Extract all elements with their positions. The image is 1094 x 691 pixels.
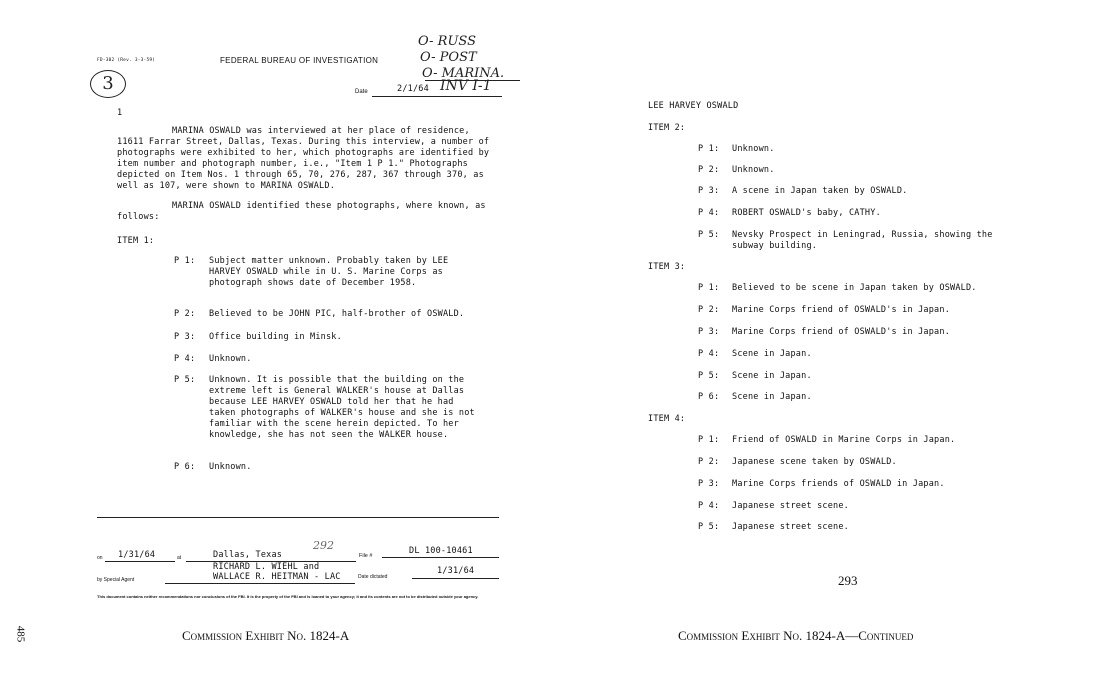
- entry-text: Subject matter unknown. Probably taken by LEE HARVEY OSWALD while in U. S. Marine Corps as photograph shows date of December 1958.: [209, 256, 449, 288]
- agent-label: by Special Agent: [97, 577, 135, 583]
- right-page-number: 293: [838, 573, 858, 588]
- entry-text: Unknown.: [732, 165, 775, 175]
- entry-text: A scene in Japan taken by OSWALD.: [732, 186, 908, 196]
- entry-text: Scene in Japan.: [732, 349, 812, 359]
- entry-label: P 3:: [698, 186, 720, 196]
- handwritten-inv: INV I-1: [440, 78, 492, 94]
- dictated-value: 1/31/64: [437, 566, 475, 576]
- circled-number: 3: [102, 73, 114, 94]
- entry-text: Office building in Minsk.: [209, 332, 342, 342]
- agency-header: FEDERAL BUREAU OF INVESTIGATION: [220, 56, 379, 65]
- entry-label: P 6:: [698, 392, 720, 402]
- footer-rule: [97, 517, 499, 518]
- item-2-heading: ITEM 2:: [648, 123, 686, 133]
- agent-name: WALLACE R. HEITMAN - LAC: [213, 572, 341, 582]
- entry-text: Nevsky Prospect in Leningrad, Russia, showing the subway building.: [732, 230, 993, 251]
- agent-underline: [165, 583, 355, 584]
- entry-text: Japanese street scene.: [732, 501, 849, 511]
- agent-name: RICHARD L. WIEHL and: [213, 562, 320, 572]
- entry-label: P 1:: [698, 283, 720, 293]
- file-underline: [382, 557, 499, 558]
- entry-label: P 5:: [174, 375, 196, 385]
- entry-label: P 5:: [698, 371, 720, 381]
- item-4-heading: ITEM 4:: [648, 414, 686, 424]
- entry-label: P 5:: [698, 522, 720, 532]
- entry-label: P 2:: [698, 457, 720, 467]
- page-marker: 1: [117, 108, 123, 118]
- handwritten-note-1: O- RUSS: [418, 34, 476, 49]
- right-page-header: LEE HARVEY OSWALD: [648, 101, 739, 111]
- entry-text: Unknown.: [732, 144, 775, 154]
- entry-label: P 1:: [174, 256, 196, 266]
- file-label: File #: [359, 553, 373, 559]
- entry-label: P 4:: [698, 501, 720, 511]
- item-3-heading: ITEM 3:: [648, 262, 686, 272]
- at-label: at: [177, 555, 182, 561]
- dictated-underline: [412, 578, 499, 579]
- exhibit-caption-left: Commission Exhibit No. 1824-A: [182, 628, 350, 643]
- circled-number-mark: [90, 70, 126, 98]
- item-1-heading: ITEM 1:: [117, 236, 155, 246]
- dictated-label: Date dictated: [358, 574, 388, 580]
- on-underline: [105, 561, 175, 562]
- entry-label: P 5:: [698, 230, 720, 240]
- entry-text: Unknown.: [209, 462, 252, 472]
- entry-text: Believed to be scene in Japan taken by OSWALD.: [732, 283, 977, 293]
- entry-text: Japanese scene taken by OSWALD.: [732, 457, 897, 467]
- entry-label: P 1:: [698, 144, 720, 154]
- entry-label: P 3:: [698, 327, 720, 337]
- entry-label: P 4:: [698, 349, 720, 359]
- entry-label: P 6:: [174, 462, 196, 472]
- entry-label: P 3:: [698, 479, 720, 489]
- on-label: on: [97, 555, 103, 561]
- handwritten-note-3: O- MARINA.: [422, 66, 505, 81]
- entry-label: P 2:: [698, 165, 720, 175]
- entry-text: Unknown. It is possible that the building on the extreme left is General WALKER's house at Dallas because LEE HARVEY OSWALD told her that he had taken photographs of WALKER's house and she is not familiar with the scene herein depicted. To her knowledge, she has not seen the WALKER house.: [209, 375, 475, 440]
- margin-page-number: 485: [14, 625, 27, 643]
- entry-label: P 4:: [698, 208, 720, 218]
- entry-text: Marine Corps friends of OSWALD in Japan.: [732, 479, 945, 489]
- entry-text: Scene in Japan.: [732, 371, 812, 381]
- entry-text: Scene in Japan.: [732, 392, 812, 402]
- entry-label: P 2:: [174, 309, 196, 319]
- intro-paragraph: MARINA OSWALD was interviewed at her place of residence, 11611 Farrar Street, Dallas, Texas. During this interview, a number of photographs were exhibited to her, which photographs are identified by item number and photograph number, i.e., "Item 1 P 1." Photographs depicted on Item Nos. 1 through 65, 70, 276, 287, 367 through 370, as well as 107, were shown to MARINA OSWALD.: [117, 126, 490, 191]
- entry-label: P 1:: [698, 435, 720, 445]
- date-value: 2/1/64: [397, 84, 429, 94]
- on-value: 1/31/64: [118, 550, 156, 560]
- second-paragraph: MARINA OSWALD identified these photographs, where known, as follows:: [117, 201, 486, 222]
- stamp-number: 292: [313, 539, 334, 552]
- entry-text: Believed to be JOHN PIC, half-brother of OSWALD.: [209, 309, 465, 319]
- at-value: Dallas, Texas: [213, 550, 283, 560]
- entry-text: ROBERT OSWALD's baby, CATHY.: [732, 208, 881, 218]
- exhibit-caption-right: Commission Exhibit No. 1824-A—Continued: [678, 628, 914, 643]
- entry-text: Marine Corps friend of OSWALD's in Japan.: [732, 327, 951, 337]
- handwritten-note-2: O- POST: [420, 50, 477, 65]
- entry-text: Unknown.: [209, 354, 252, 364]
- date-underline: [372, 96, 502, 97]
- entry-text: Friend of OSWALD in Marine Corps in Japan.: [732, 435, 956, 445]
- form-number: FD-302 (Rev. 3-3-59): [97, 58, 156, 63]
- entry-text: Marine Corps friend of OSWALD's in Japan.: [732, 305, 951, 315]
- entry-text: Japanese street scene.: [732, 522, 849, 532]
- date-label: Date: [355, 89, 368, 95]
- entry-label: P 2:: [698, 305, 720, 315]
- entry-label: P 4:: [174, 354, 196, 364]
- entry-label: P 3:: [174, 332, 196, 342]
- disclaimer: This document contains neither recommendations nor conclusions of the FBI. It is the property of the FBI and is loaned to your agency; it and its contents are not to be distributed outside your agency.: [97, 594, 479, 599]
- file-value: DL 100-10461: [409, 546, 473, 556]
